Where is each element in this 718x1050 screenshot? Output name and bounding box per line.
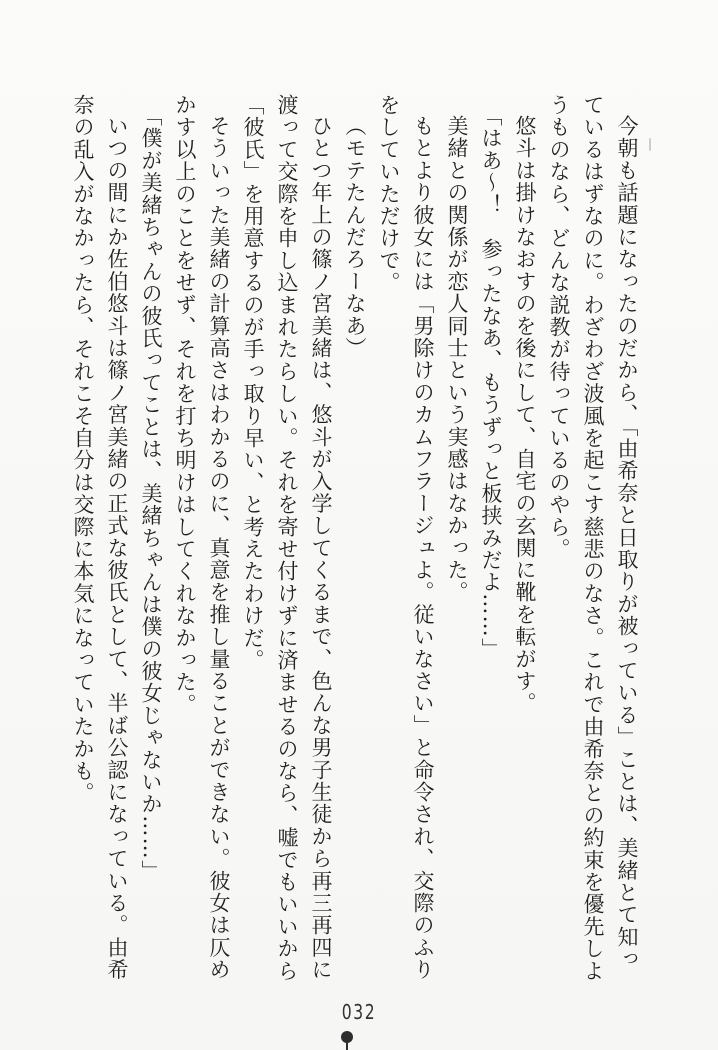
text-line: かす以上のことをせず、それを打ち明けはしてくれなかった。 (173, 94, 197, 716)
page-number: 032 (341, 1000, 377, 1024)
text-line: 「僕が美緒ちゃんの彼氏ってことは、美緒ちゃんは僕の彼女じゃないか……」 (139, 104, 163, 882)
text-line: 悠斗は掛けなおすのを後にして、自宅の玄関に靴を転がす。 (513, 115, 537, 715)
text-line: 「彼氏」を用意するのが手っ取り早い、と考えたわけだ。 (241, 94, 265, 672)
text-line: うものなら、どんな説教が待っているのやら。 (547, 94, 571, 561)
text-line: そういった美緒の計算高さはわかるのに、真意を推し量ることができない。彼女は仄め (207, 115, 231, 981)
text-line: をしていただけで。 (377, 94, 401, 294)
text-line: ているはずなのに。わざわざ波風を起こす慈悲のなさ。これで由希奈との約束を優先しよ (581, 94, 605, 982)
text-line: 「はあ～！ 参ったなあ、もうずっと板挟みだよ……」 (479, 104, 503, 660)
text-line: 美緒との関係が恋人同士という実感はなかった。 (445, 115, 469, 604)
novel-text-block (64, 94, 644, 986)
text-line: 今朝も話題になったのだから、「由希奈と日取りが被っている」ことは、美緒とて知っ (615, 115, 639, 971)
text-line: 渡って交際を申し込まれたらしい。それを寄せ付けずに済ませるのなら、嘘でもいいから (275, 94, 299, 982)
text-line: もとより彼女には「男除けのカムフラージュよ。従いなさい」と命令され、交際のふり (411, 115, 435, 981)
text-line: 奈の乱入がなかったら、それこそ自分は交際に本気になっていたかも。 (71, 94, 95, 805)
footer-stem-ornament-icon (346, 1041, 348, 1050)
text-line: ひとつ年上の篠ノ宮美緒は、悠斗が入学してくるまで、色んな男子生徒から再三再四に (309, 115, 333, 981)
scan-artifact (649, 138, 651, 151)
text-line: いつの間にか佐伯悠斗は篠ノ宮美緒の正式な彼氏として、半ば公認になっている。由希 (105, 115, 129, 981)
text-line: （モテたんだろーなあ） (343, 115, 367, 360)
